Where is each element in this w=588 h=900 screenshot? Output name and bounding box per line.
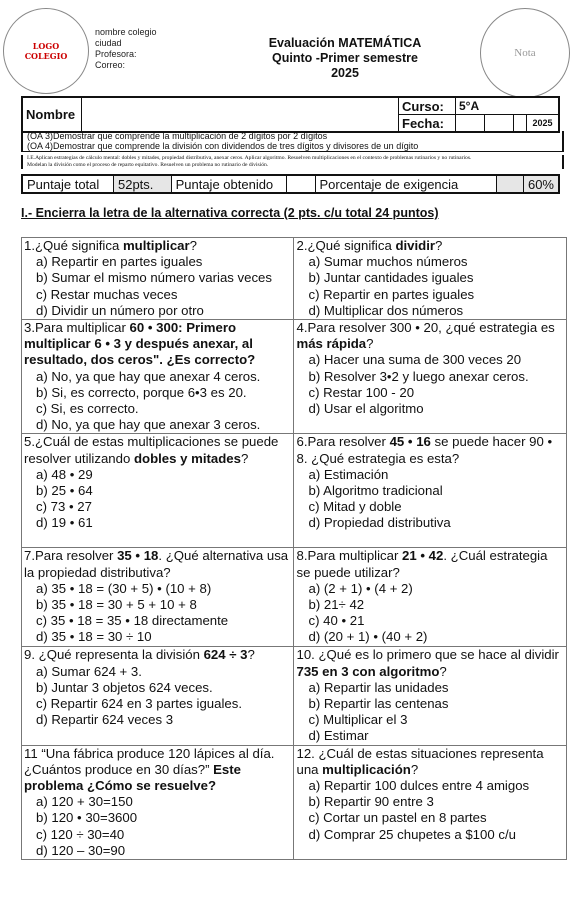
option-b[interactable]: b) 120 • 30=3600	[36, 810, 138, 826]
option-a[interactable]: a) No, ya que hay que anexar 4 ceros.	[36, 368, 261, 384]
question-9	[22, 647, 294, 745]
option-d[interactable]: d) Multiplicar dos números	[308, 302, 464, 318]
option-d[interactable]: d) Estimar	[308, 728, 369, 744]
stem-text: 9. ¿Qué representa la división	[24, 647, 204, 663]
option-c[interactable]: c) 40 • 21	[308, 613, 365, 629]
stem-bold: dividir	[395, 238, 436, 253]
obtained-field[interactable]	[286, 175, 315, 193]
question-8	[294, 548, 567, 647]
obtained-label: Puntaje obtenido	[171, 175, 286, 193]
section-title: I.- Encierra la letra de la alternativa correcta (2 pts. c/u total 24 puntos)	[21, 206, 439, 220]
stem-text: 1.¿Qué significa	[24, 238, 123, 253]
option-d[interactable]: d) 19 • 61	[36, 515, 93, 531]
stem-bold: 45 • 16	[389, 434, 431, 450]
stem-tail: se puede hacer 90 • 8. ¿Qué estrategia es esta?	[296, 434, 553, 466]
question-stem	[296, 320, 564, 352]
question-stem	[24, 238, 291, 254]
stem-tail: ?	[366, 336, 374, 352]
stem-text: 3.Para multiplicar	[24, 320, 130, 336]
school-city: ciudad	[95, 38, 122, 48]
option-d[interactable]: d) (20 + 1) • (40 + 2)	[308, 629, 428, 645]
stem-text: 8.Para multiplicar	[296, 548, 403, 564]
page-title	[230, 36, 460, 81]
option-b[interactable]: b) 21÷ 42	[308, 597, 365, 613]
stem-tail: . ¿Cuál estrategia se puede utilizar?	[296, 548, 548, 580]
option-c[interactable]: c) Cortar un pastel en 8 partes	[308, 810, 487, 826]
question-stem	[24, 434, 291, 466]
question-7	[22, 548, 294, 647]
option-d[interactable]: d) Dividir un número por otro	[36, 302, 204, 318]
option-a[interactable]: a) Repartir en partes iguales	[36, 254, 203, 270]
school-info	[95, 27, 157, 71]
option-b[interactable]: b) Repartir 90 entre 3	[308, 794, 434, 810]
option-b[interactable]: b) Juntar 3 objetos 624 veces.	[36, 679, 213, 695]
option-a[interactable]: a) 120 + 30=150	[36, 794, 133, 810]
question-5	[22, 434, 294, 548]
stem-text: 12. ¿Cuál de estas situaciones representa una	[296, 745, 544, 777]
question-stem	[24, 548, 291, 580]
nota-label: Nota	[514, 47, 536, 59]
question-11	[22, 745, 294, 859]
stem-bold: dobles y mitades	[133, 450, 241, 466]
stem-bold: 21 • 42	[402, 548, 444, 564]
option-b[interactable]: b) Repartir las centenas	[308, 696, 449, 712]
question-row	[22, 548, 567, 647]
option-d[interactable]: d) Usar el algoritmo	[308, 401, 424, 417]
option-d[interactable]: d) Comprar 25 chupetes a $100 c/u	[308, 826, 516, 842]
option-c[interactable]: c) 120 ÷ 30=40	[36, 826, 125, 842]
option-b[interactable]: b) 25 • 64	[36, 483, 93, 499]
score-table	[21, 174, 560, 194]
question-4	[294, 320, 567, 434]
option-a[interactable]: a) (2 + 1) • (4 + 2)	[308, 580, 413, 596]
school-logo	[3, 8, 89, 94]
option-c[interactable]: c) Restar muchas veces	[36, 286, 178, 302]
stem-bold: más rápida	[296, 336, 367, 352]
question-3	[22, 320, 294, 434]
stem-bold: multiplicación	[322, 761, 411, 777]
option-c[interactable]: c) Mitad y doble	[308, 499, 402, 515]
stem-text: 6.Para resolver	[296, 434, 390, 450]
objective-oa3: (OA 3)Demostrar que comprende la multiplicación de 2 dígitos por 2 dígitos	[27, 131, 328, 141]
option-a[interactable]: a) 35 • 18 = (30 + 5) • (10 + 8)	[36, 580, 212, 596]
question-row	[22, 647, 567, 745]
question-6	[294, 434, 567, 548]
title-line-3: 2025	[331, 66, 359, 80]
indicators	[21, 155, 564, 169]
indicator-2: Modelan la división como el proceso de reparto equitativo. Resuelven un problema no rutinario de división.	[27, 162, 269, 168]
total-label: Puntaje total	[22, 175, 113, 193]
option-c[interactable]: c) Si, es correcto.	[36, 401, 139, 417]
total-value: 52pts.	[113, 175, 171, 193]
stem-text: 10. ¿Qué es lo primero que se hace al dividir	[296, 647, 559, 663]
stem-text: 4.Para resolver 300 • 20, ¿qué estrategia es	[296, 320, 555, 336]
stem-bold: 35 • 18	[117, 548, 159, 564]
question-12	[294, 745, 567, 859]
option-a[interactable]: a) Hacer una suma de 300 veces 20	[308, 352, 522, 368]
stem-text: 2.¿Qué significa	[296, 238, 396, 253]
option-a[interactable]: a) Sumar 624 + 3.	[36, 663, 142, 679]
objective-oa4: (OA 4)Demostrar que comprende la división con dividendos de tres dígitos y divisores de un dígito	[27, 141, 419, 151]
question-stem	[24, 746, 291, 795]
option-c[interactable]: c) 73 • 27	[36, 499, 92, 515]
option-a[interactable]: a) Repartir las unidades	[308, 679, 449, 695]
stem-text: 5.¿Cuál de estas multiplicaciones se puede resolver utilizando	[24, 434, 279, 466]
question-2	[294, 238, 567, 320]
option-a[interactable]: a) Repartir 100 dulces entre 4 amigos	[308, 778, 530, 794]
nombre-label: Nombre	[22, 97, 82, 132]
question-row	[22, 434, 567, 548]
option-c[interactable]: c) Multiplicar el 3	[308, 712, 408, 728]
stem-bold: 60 • 300: Primero multiplicar 6 • 3 y después anexar, al resultado, dos ceros". ¿Es correcto?	[24, 320, 256, 368]
question-stem	[24, 320, 291, 369]
nombre-field[interactable]	[82, 97, 399, 132]
stem-tail: . ¿Qué alternativa usa la propiedad distributiva?	[24, 548, 289, 580]
question-stem	[296, 548, 564, 580]
fecha-year: 2025	[527, 115, 560, 133]
title-line-2: Quinto -Primer semestre	[272, 51, 418, 65]
question-1	[22, 238, 294, 320]
option-b[interactable]: b) Resolver 3•2 y luego anexar ceros.	[308, 368, 529, 384]
option-a[interactable]: a) Sumar muchos números	[308, 254, 468, 270]
student-info-table	[21, 96, 560, 133]
option-d[interactable]: d) 120 – 30=90	[36, 842, 126, 858]
email-label: Correo:	[95, 60, 126, 70]
questions-grid	[21, 237, 567, 860]
option-d[interactable]: d) No, ya que hay que anexar 3 ceros.	[36, 417, 261, 433]
option-d[interactable]: d) Repartir 624 veces 3	[36, 712, 174, 728]
question-row	[22, 238, 567, 320]
percent-spacer	[496, 175, 523, 193]
fecha-day[interactable]	[456, 115, 485, 133]
percent-value: 60%	[523, 175, 559, 193]
option-d[interactable]: d) 35 • 18 = 30 ÷ 10	[36, 629, 152, 645]
stem-tail: ?	[439, 663, 447, 679]
option-c[interactable]: c) Repartir en partes iguales	[308, 286, 475, 302]
teacher-label: Profesora:	[95, 49, 137, 59]
grade-circle[interactable]	[480, 8, 570, 98]
option-d[interactable]: d) Propiedad distributiva	[308, 515, 451, 531]
question-10	[294, 647, 567, 745]
stem-bold: Este problema ¿Cómo se resuelve?	[24, 761, 241, 794]
objectives	[21, 131, 564, 152]
logo-text: LOGO COLEGIO	[24, 41, 68, 61]
option-c[interactable]: c) 35 • 18 = 35 • 18 directamente	[36, 613, 229, 629]
stem-tail: ?	[189, 238, 197, 253]
question-stem	[296, 746, 564, 778]
question-stem	[24, 647, 291, 663]
stem-bold: 624 ÷ 3	[203, 647, 248, 663]
curso-label: Curso:	[399, 97, 456, 115]
curso-value[interactable]: 5°A	[456, 97, 560, 115]
school-name: nombre colegio	[95, 27, 157, 37]
stem-bold: multiplicar	[122, 238, 190, 253]
fecha-month[interactable]	[485, 115, 514, 133]
option-b[interactable]: b) Si, es correcto, porque 6•3 es 20.	[36, 384, 247, 400]
stem-bold: 735 en 3 con algoritmo	[296, 663, 440, 679]
indicator-1: I.E.Aplican estrategias de cálculo mental: dobles y mitades, propiedad distributiva, anexar ceros. Aplicar algoritmo. Resuelven multiplicaciones en el contexto de problemas rutinarios y no rutinarios.	[27, 155, 472, 161]
option-b[interactable]: b) Sumar el mismo número varias veces	[36, 270, 272, 286]
option-b[interactable]: b) Algoritmo tradicional	[308, 483, 443, 499]
option-b[interactable]: b) Juntar cantidades iguales	[308, 270, 474, 286]
option-c[interactable]: c) Restar 100 - 20	[308, 384, 415, 400]
question-stem	[296, 238, 564, 254]
option-b[interactable]: b) 35 • 18 = 30 + 5 + 10 + 8	[36, 597, 197, 613]
option-a[interactable]: a) 48 • 29	[36, 466, 93, 482]
title-line-1: Evaluación MATEMÁTICA	[268, 36, 422, 50]
stem-tail: ?	[435, 238, 443, 253]
question-stem	[296, 434, 564, 466]
question-row	[22, 320, 567, 434]
option-a[interactable]: a) Estimación	[308, 466, 389, 482]
fecha-label: Fecha:	[399, 115, 456, 133]
option-c[interactable]: c) Repartir 624 en 3 partes iguales.	[36, 696, 242, 712]
stem-tail: ?	[240, 450, 249, 466]
fecha-sep	[514, 115, 527, 133]
stem-tail: ?	[410, 761, 419, 777]
stem-tail: ?	[247, 647, 255, 663]
question-row	[22, 745, 567, 859]
question-stem	[296, 647, 564, 679]
percent-label: Porcentaje de exigencia	[315, 175, 496, 193]
stem-text: 7.Para resolver	[24, 548, 118, 564]
stem-text: 11 “Una fábrica produce 120 lápices al día. ¿Cuántos produce en 30 días?”	[24, 745, 275, 777]
